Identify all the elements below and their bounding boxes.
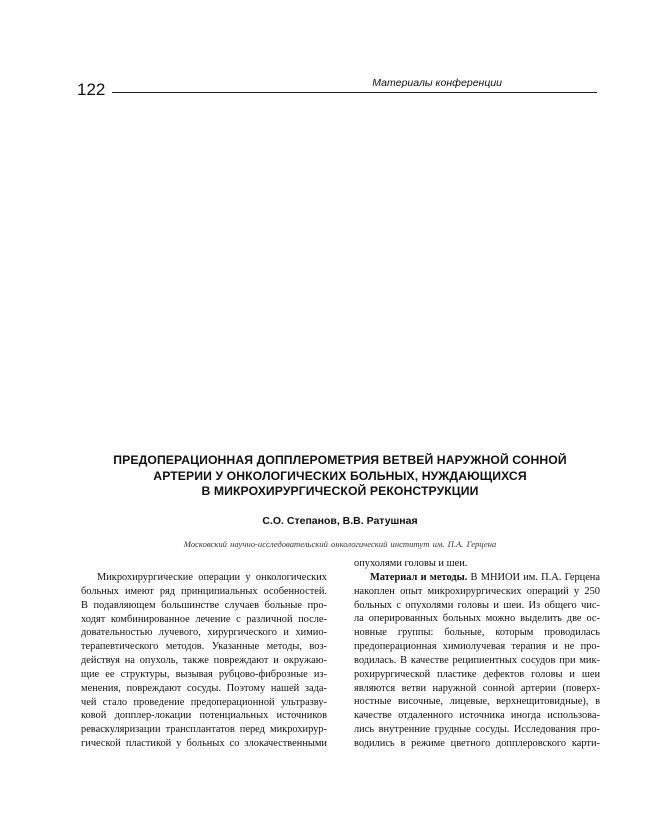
title-line: ПРЕДОПЕРАЦИОННАЯ ДОППЛЕРОМЕТРИЯ ВЕТВЕЙ НАРУЖНОЙ СОННОЙ [113, 453, 567, 467]
text-line [354, 571, 600, 585]
header-rule [112, 92, 597, 93]
running-head: Материалы конференции [372, 77, 502, 89]
authors: С.О. Степанов, В.В. Ратушная [262, 515, 418, 527]
text-line: являются ветви наружной сонной артерии (поверх- [354, 682, 600, 694]
text-line: чей стало проведение предоперационной ультразву- [81, 696, 327, 708]
article-title [80, 453, 600, 500]
page-number: 122 [77, 80, 106, 99]
text-line: довательностью лучевого, хирургического и химио- [81, 627, 327, 639]
text-line: ла оперированных больных можно выделить две ос- [354, 613, 600, 625]
text-line: действуя на опухоль, также повреждают и окружаю- [81, 655, 327, 667]
text-line: предоперационная химиолучевая терапия и не про- [354, 641, 600, 653]
text-line: В подавляющем большинстве случаев больные про- [81, 599, 327, 611]
title-line: АРТЕРИИ У ОНКОЛОГИЧЕСКИХ БОЛЬНЫХ, НУЖДАЮЩИХСЯ [153, 468, 527, 483]
text-line: опухолями головы и шеи. [354, 558, 468, 569]
right-column [354, 557, 600, 751]
text-line: больных имеют ряд принципиальных особенностей. [81, 585, 327, 597]
text-line: щие ее структуры, вызывая рубцово-фиброзные из- [81, 668, 327, 680]
text-line: лись внутренние грудные сосуды. Исследования про- [354, 724, 600, 736]
text-line: больных с опухолями головы и шеи. Из общего чис- [354, 599, 600, 611]
text-line: новные группы: больные, которым проводилась [354, 627, 600, 639]
text-fragment: В МНИОИ им. П.А. Герцена [467, 571, 600, 583]
text-line: качестве отдаленного источника иногда использова- [354, 710, 600, 722]
text-line: накоплен опыт микрохирургических операций у 250 [354, 585, 600, 597]
text-line: менения, повреждают сосуды. Поэтому нашей зада- [81, 682, 327, 694]
text-line: ходят комбинированное лечение с различной после- [81, 613, 327, 625]
text-line: водилась. В качестве реципиентных сосудов при мик- [354, 654, 600, 666]
text-line: гической пластикой у больных со злокачественными [81, 738, 327, 750]
left-column [81, 571, 327, 751]
text-line: водились в режиме цветного допплеровского карти- [354, 737, 600, 749]
text-line: реваскуляризации трансплантатов перед микрохирур- [81, 724, 327, 736]
text-line: ностные височные, лицевые, верхнещитовидные), в [354, 696, 600, 708]
text-line: ковой допплер-локации потенциальных источников [81, 710, 327, 722]
institution: Московский научно-исследовательский онкологический институт им. П.А. Герцена [183, 539, 497, 549]
title-line: В МИКРОХИРУРГИЧЕСКОЙ РЕКОНСТРУКЦИИ [201, 484, 479, 498]
section-heading: Материал и методы. [370, 571, 468, 583]
text-line: Микрохирургические операции у онкологических [97, 572, 327, 583]
text-line: рохирургической пластике дефектов головы и шеи [354, 668, 600, 680]
text-line: терапевтического методов. Указанные методы, воз- [81, 641, 327, 653]
